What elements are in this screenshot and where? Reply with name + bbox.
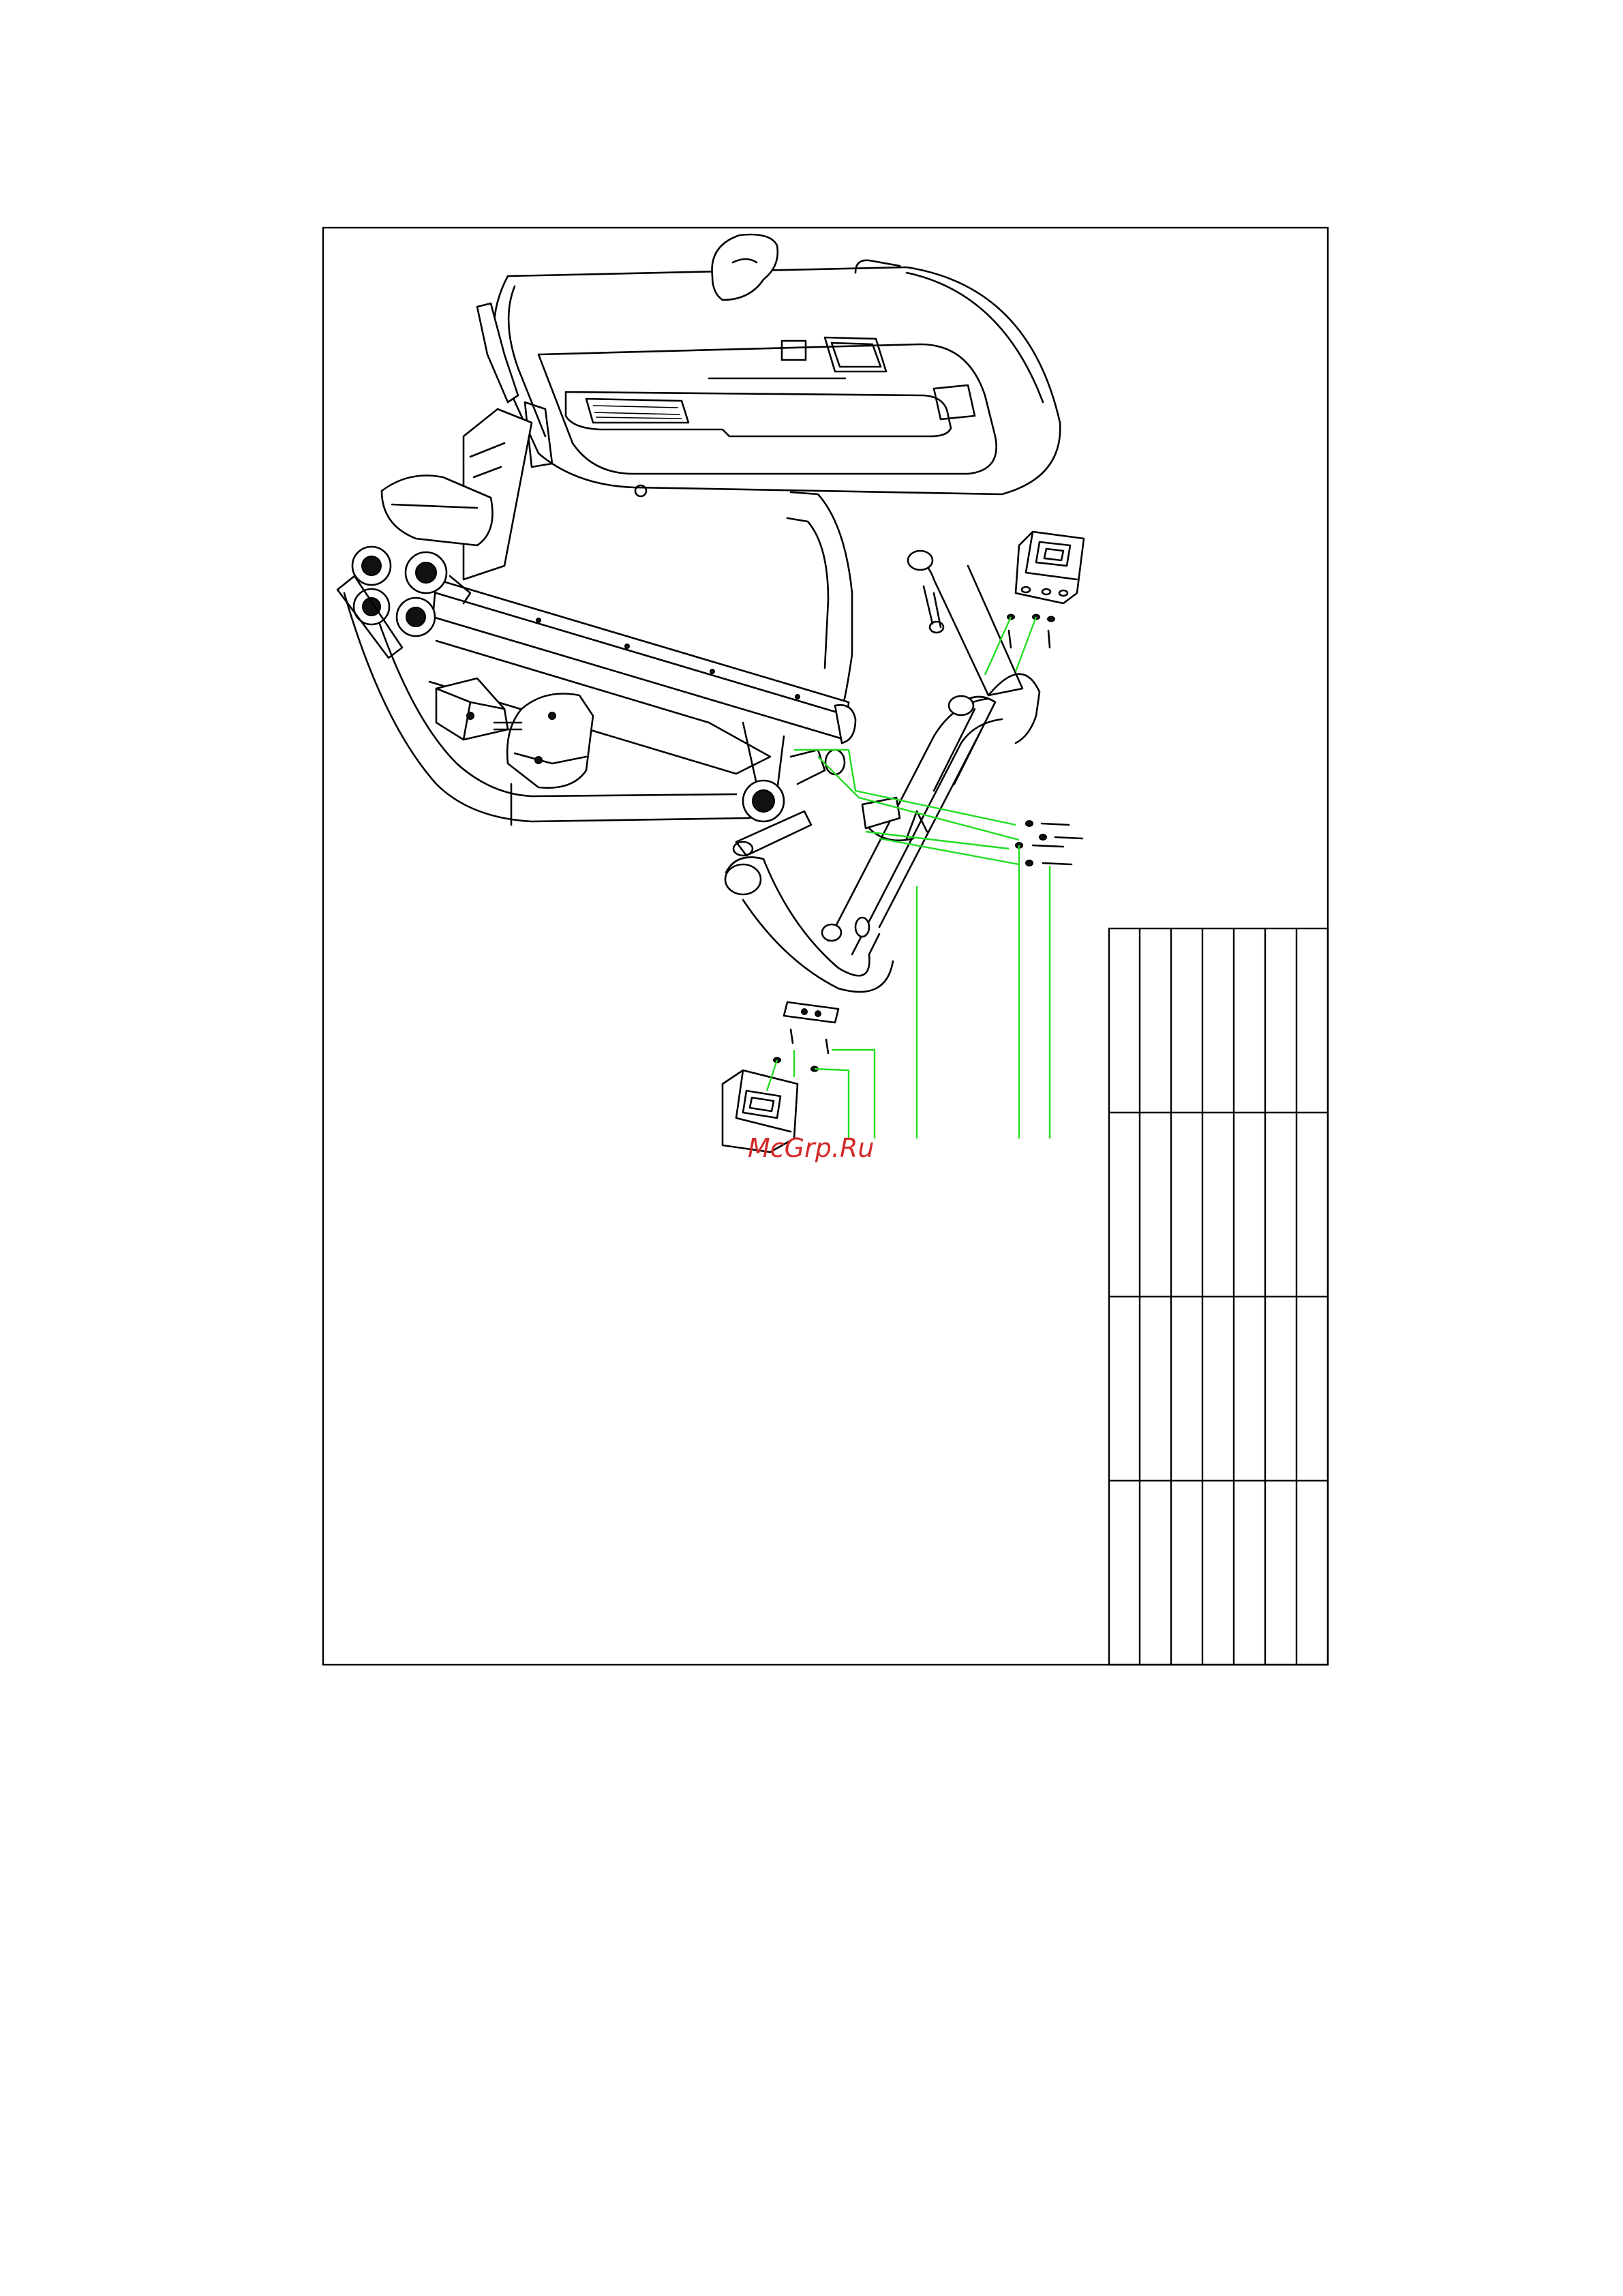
seat-pads (436, 678, 593, 788)
watermark-text: McGrp.Ru (748, 1133, 875, 1163)
pulley-assembly (733, 723, 845, 856)
side-fasteners (1016, 821, 1082, 866)
upper-foot-pad (1016, 532, 1084, 603)
title-block (1109, 928, 1328, 1665)
main-beam (429, 579, 855, 774)
lower-swing-frame (725, 551, 1040, 992)
top-cover-shroud (477, 235, 1060, 496)
lower-foot-pad (723, 1002, 838, 1152)
lower-pad-fasteners (774, 1029, 828, 1072)
